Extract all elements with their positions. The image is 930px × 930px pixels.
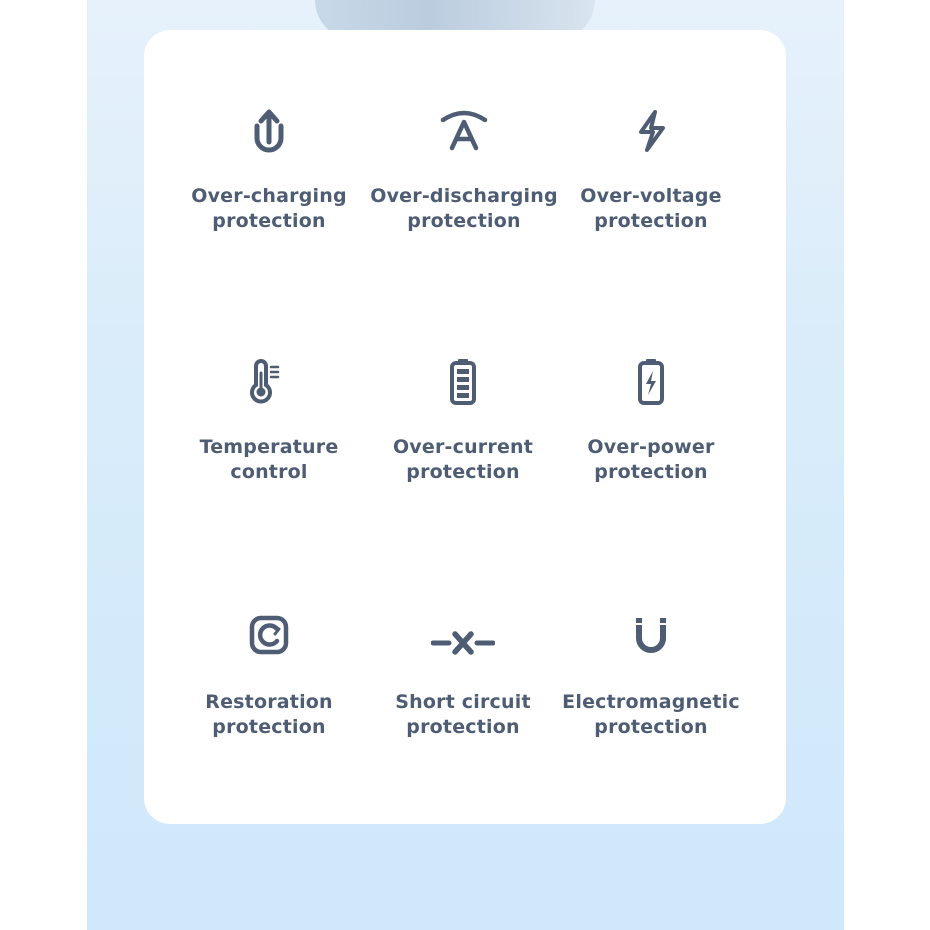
feature-subtitle: protection bbox=[406, 461, 520, 483]
feature-title: Over-current bbox=[392, 436, 534, 458]
feature-short-circuit bbox=[363, 612, 563, 740]
feature-label bbox=[169, 690, 369, 740]
feature-title: Restoration bbox=[205, 691, 333, 713]
short-circuit-icon bbox=[431, 612, 495, 662]
feature-label bbox=[169, 435, 369, 485]
feature-label bbox=[364, 184, 564, 234]
feature-subtitle: control bbox=[230, 461, 308, 483]
feature-over-power bbox=[551, 357, 751, 485]
feature-subtitle: protection bbox=[212, 210, 326, 232]
feature-subtitle: protection bbox=[406, 716, 520, 738]
feature-subtitle: protection bbox=[407, 210, 521, 232]
discharge-arc-icon bbox=[432, 106, 496, 156]
feature-title: Electromagnetic bbox=[562, 691, 740, 713]
thermometer-icon bbox=[237, 357, 301, 407]
feature-title: Short circuit bbox=[395, 691, 531, 713]
feature-label bbox=[551, 184, 751, 234]
feature-label bbox=[169, 184, 369, 234]
lightning-icon bbox=[619, 106, 683, 156]
feature-title: Over-power bbox=[587, 436, 715, 458]
battery-bolt-icon bbox=[619, 357, 683, 407]
charge-arrow-icon bbox=[237, 106, 301, 156]
feature-title: Over-discharging bbox=[370, 185, 558, 207]
feature-title: Over-charging bbox=[191, 185, 347, 207]
feature-electromagnetic bbox=[551, 612, 751, 740]
feature-subtitle: protection bbox=[212, 716, 326, 738]
restore-icon bbox=[237, 612, 301, 662]
feature-over-current bbox=[363, 357, 563, 485]
feature-label bbox=[551, 435, 751, 485]
feature-over-charging bbox=[169, 106, 369, 234]
feature-temperature-control bbox=[169, 357, 369, 485]
battery-full-icon bbox=[431, 357, 495, 407]
feature-label bbox=[363, 690, 563, 740]
feature-over-discharging bbox=[364, 106, 564, 234]
feature-subtitle: protection bbox=[594, 461, 708, 483]
feature-title: Over-voltage bbox=[580, 185, 722, 207]
feature-restoration bbox=[169, 612, 369, 740]
features-card bbox=[144, 30, 786, 824]
feature-over-voltage bbox=[551, 106, 751, 234]
magnet-icon bbox=[619, 612, 683, 662]
feature-subtitle: protection bbox=[594, 210, 708, 232]
feature-label bbox=[363, 435, 563, 485]
feature-title: Temperature bbox=[199, 436, 339, 458]
feature-label bbox=[551, 690, 751, 740]
feature-subtitle: protection bbox=[594, 716, 708, 738]
